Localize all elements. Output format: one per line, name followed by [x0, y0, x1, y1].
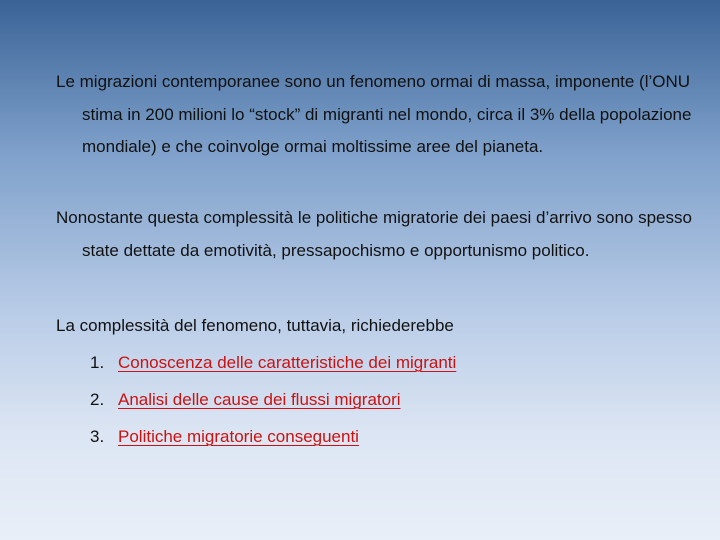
list-item — [90, 348, 456, 385]
numbered-link-list — [90, 348, 456, 459]
paragraph-requirement: La complessità del fenomeno, tuttavia, richiederebbe — [56, 316, 454, 335]
list-number: 2. — [90, 390, 105, 409]
link-analisi[interactable]: Analisi delle cause dei flussi migratori — [118, 390, 401, 409]
list-number: 1. — [90, 353, 105, 372]
paragraph-policy-critique: Nonostante questa complessità le politiche migratorie dei paesi d’arrivo sono spesso state dettate da emotività, pressapochismo e opportunismo politico. — [56, 208, 692, 260]
link-conoscenza[interactable]: Conoscenza delle caratteristiche dei migranti — [118, 353, 457, 372]
link-politiche[interactable]: Politiche migratorie conseguenti — [118, 427, 359, 446]
list-number: 3. — [90, 427, 105, 446]
list-item — [90, 422, 456, 459]
paragraph-migrations-intro: Le migrazioni contemporanee sono un fenomeno ormai di massa, imponente (l’ONU stima in 200 milioni lo “stock” di migranti nel mondo, circa il 3% della popolazione mondiale) e che coinvolge ormai moltissime aree del pianeta. — [56, 72, 692, 156]
list-item — [90, 385, 456, 422]
